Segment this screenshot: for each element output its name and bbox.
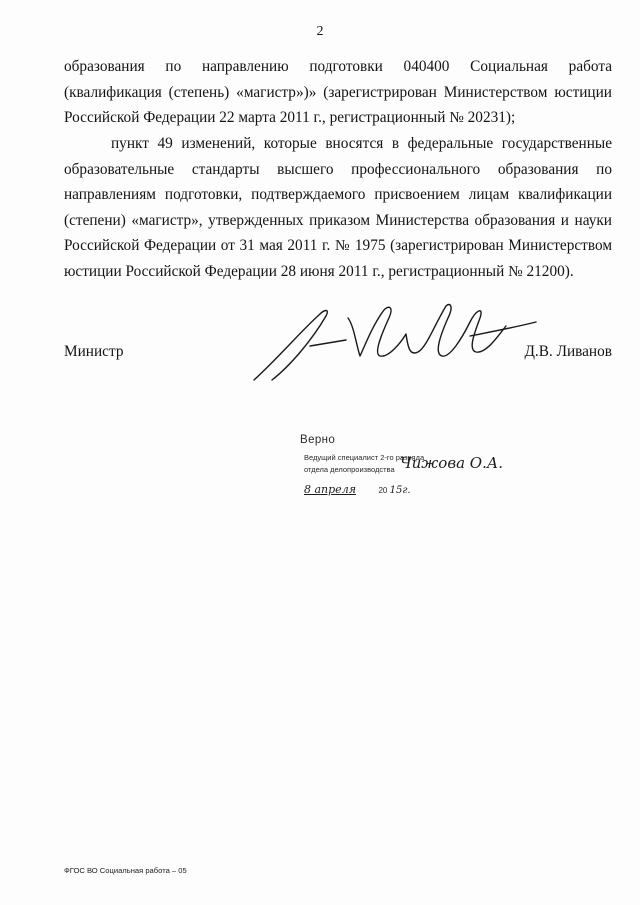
page-number: 2	[316, 24, 324, 39]
certification-stamp	[300, 434, 540, 504]
stamp-department: отдела делопроизводства	[304, 465, 395, 474]
paragraph-item-49: пункт 49 изменений, которые вносятся в федеральные государственные образовательные стандарты высшего профессионального образования по направлениям подготовки, подтверждаемого присвоением лицам квалификации (степени) «магистр», утвержденных приказом Министерства образования и науки Российской Федерации от 31 мая 2011 г. № 1975 (зарегистрирован Министерством юстиции Российской Федерации 28 июня 2011 г., регистрационный № 21200).	[64, 135, 612, 280]
stamp-handwritten-date: 8 апреля	[304, 483, 356, 496]
stamp-position: Ведущий специалист 2-го разряда	[304, 453, 425, 462]
stamp-year-prefix: 20	[378, 486, 388, 495]
signer-name: Д.В. Ливанов	[524, 343, 612, 360]
stamp-handwritten-name: Чижова О.А.	[400, 454, 503, 472]
stamp-date-line	[304, 483, 411, 496]
document-footer: ФГОС ВО Социальная работа – 05	[64, 866, 187, 875]
stamp-handwritten-year: 15г.	[389, 485, 411, 496]
handwritten-signature-icon	[250, 296, 540, 386]
stamp-title: Верно	[300, 434, 336, 446]
signer-title: Министр	[64, 343, 124, 360]
paragraph-continuation: образования по направлению подготовки 040400 Социальная работа (квалификация (степень) «магистр»)» (зарегистрирован Министерством юстиции Российской Федерации 22 марта 2011 г., регистрационный № 20231);	[64, 58, 612, 127]
